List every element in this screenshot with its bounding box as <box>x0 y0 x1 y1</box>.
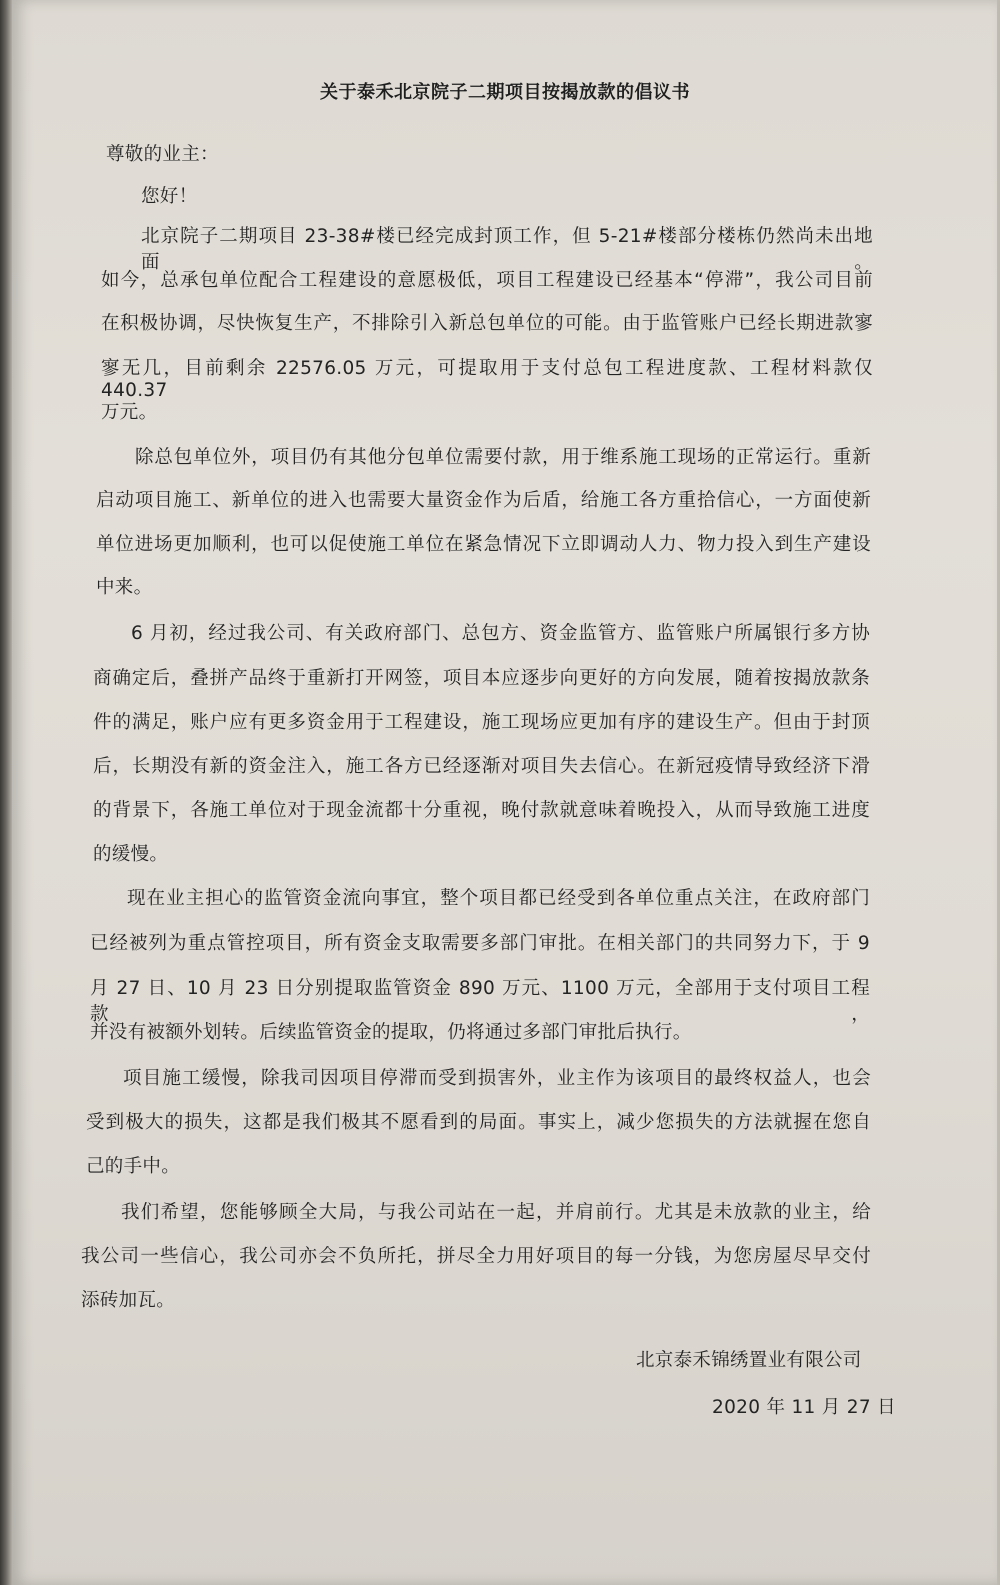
body-line: 商确定后，叠拼产品终于重新打开网签，项目本应逐步向更好的方向发展，随着按揭放款条 <box>93 668 870 689</box>
body-line: 的缓慢。 <box>93 844 169 865</box>
body-line: 现在业主担心的监管资金流向事宜，整个项目都已经受到各单位重点关注，在政府部门 <box>127 888 870 909</box>
body-line: 我公司一些信心，我公司亦会不负所托，拼尽全力用好项目的每一分钱，为您房屋尽早交付 <box>81 1246 871 1267</box>
body-line: 6 月初，经过我公司、有关政府部门、总包方、资金监管方、监管账户所属银行多方协 <box>131 623 870 644</box>
body-line: 中来。 <box>96 577 153 598</box>
signature-date: 2020 年 11 月 27 日 <box>712 1397 896 1418</box>
body-line: 并没有被额外划转。后续监管资金的提取，仍将通过多部门审批后执行。 <box>90 1022 692 1043</box>
body-line: 寥无几，目前剩余 22576.05 万元，可提取用于支付总包工程进度款、工程材料款仅 440.37 <box>101 358 873 401</box>
body-line: 受到极大的损失，这都是我们极其不愿看到的局面。事实上，减少您损失的方法就握在您自 <box>86 1112 871 1133</box>
body-line: 在积极协调，尽快恢复生产，不排除引入新总包单位的可能。由于监管账户已经长期进款寥 <box>101 313 873 334</box>
body-line: 万元。 <box>101 402 158 423</box>
body-line: 月 27 日、10 月 23 日分别提取监管资金 890 万元、1100 万元，全部用于支付项目工程款， <box>90 978 870 1025</box>
body-line: 已经被列为重点管控项目，所有资金支取需要多部门审批。在相关部门的共同努力下，于 9 <box>90 933 870 954</box>
body-line: 如今，总承包单位配合工程建设的意愿极低，项目工程建设已经基本“停滞”，我公司目前 <box>101 270 873 291</box>
body-line: 己的手中。 <box>86 1156 181 1177</box>
salutation: 尊敬的业主： <box>106 144 219 165</box>
body-line: 我们希望，您能够顾全大局，与我公司站在一起，并肩前行。尤其是未放款的业主，给 <box>121 1202 871 1223</box>
document-title: 关于泰禾北京院子二期项目按揭放款的倡议书 <box>320 82 690 103</box>
body-line: 后，长期没有新的资金注入，施工各方已经逐渐对项目失去信心。在新冠疫情导致经济下滑 <box>93 756 870 777</box>
body-line: 启动项目施工、新单位的进入也需要大量资金作为后盾，给施工各方重拾信心，一方面使新 <box>96 490 871 511</box>
body-line: 添砖加瓦。 <box>81 1290 176 1311</box>
greeting: 您好！ <box>141 186 198 207</box>
body-line: 单位进场更加顺利，也可以促使施工单位在紧急情况下立即调动人力、物力投入到生产建设 <box>96 534 871 555</box>
body-line: 件的满足，账户应有更多资金用于工程建设，施工现场应更加有序的建设生产。但由于封顶 <box>93 712 870 733</box>
body-line: 的背景下，各施工单位对于现金流都十分重视，晚付款就意味着晚投入，从而导致施工进度 <box>93 800 870 821</box>
signature-company: 北京泰禾锦绣置业有限公司 <box>636 1350 862 1371</box>
body-line: 项目施工缓慢，除我司因项目停滞而受到损害外，业主作为该项目的最终权益人，也会 <box>123 1068 871 1089</box>
body-line: 除总包单位外，项目仍有其他分包单位需要付款，用于维系施工现场的正常运行。重新 <box>135 447 871 468</box>
body-line: 北京院子二期项目 23-38#楼已经完成封顶工作，但 5-21#楼部分楼栋仍然尚未出地面。 <box>141 226 873 273</box>
